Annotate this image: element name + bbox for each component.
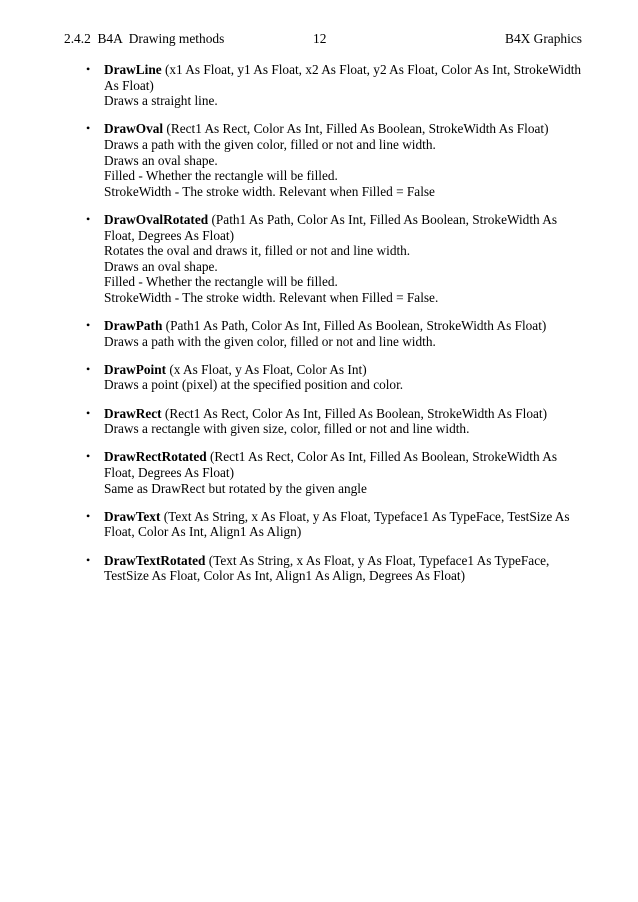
bullet-icon: • [86, 62, 91, 76]
method-description: Draws an oval shape. [104, 258, 218, 274]
method-name: DrawRectRotated [104, 449, 207, 465]
method-parameters: (Path1 As Path, Color As Int, Filled As Boolean, StrokeWidth As Float) [162, 318, 547, 334]
method-description: Draws a path with the given color, filled or not and line width. [104, 136, 436, 152]
bullet-icon: • [86, 361, 91, 376]
method-signature [104, 509, 584, 540]
method-signature [104, 553, 584, 584]
bullet-icon: • [86, 211, 91, 226]
method-description: Draws a point (pixel) at the specified position and color. [104, 377, 404, 393]
bullet-icon: • [86, 405, 91, 420]
method-parameters: (x As Float, y As Float, Color As Int) [166, 361, 367, 377]
list-item [64, 318, 584, 349]
method-name: DrawText [104, 508, 161, 524]
bullet-icon: • [86, 318, 91, 333]
list-item [64, 212, 584, 306]
document-title: B4X Graphics [505, 31, 582, 46]
method-name: DrawRect [104, 405, 162, 421]
list-item [64, 553, 584, 584]
method-parameters: (Path1 As Path, Color As Int, Filled As Boolean, StrokeWidth As Float, Degrees As Float) [104, 211, 558, 243]
method-name: DrawOval [104, 121, 164, 137]
method-name: DrawOvalRotated [104, 211, 209, 227]
method-description: StrokeWidth - The stroke width. Relevant when Filled = False. [104, 289, 439, 305]
list-item [64, 406, 584, 437]
list-item [64, 121, 584, 199]
method-description: Draws a rectangle with given size, color, filled or not and line width. [104, 421, 470, 437]
method-description: Draws a straight line. [104, 93, 218, 109]
page-header [64, 30, 582, 48]
method-description: Filled - Whether the rectangle will be filled. [104, 274, 338, 290]
method-description: StrokeWidth - The stroke width. Relevant when Filled = False [104, 183, 435, 199]
method-parameters: (Text As String, x As Float, y As Float, Typeface1 As TypeFace, TestSize As Float, Color As Int, Align1 As Align, Degrees As Float) [104, 552, 550, 584]
method-parameters: (Text As String, x As Float, y As Float, Typeface1 As TypeFace, TestSize As Float, Color As Int, Align1 As Align) [104, 508, 570, 540]
method-signature [104, 62, 584, 93]
method-name: DrawLine [104, 62, 162, 77]
method-signature [104, 212, 584, 243]
method-name: DrawTextRotated [104, 552, 206, 568]
bullet-icon: • [86, 121, 91, 136]
method-parameters: (Rect1 As Rect, Color As Int, Filled As Boolean, StrokeWidth As Float) [161, 405, 548, 421]
method-name: DrawPoint [104, 361, 167, 377]
method-description: Draws a path with the given color, filled or not and line width. [104, 333, 436, 349]
list-item [64, 509, 584, 540]
bullet-icon: • [86, 508, 91, 523]
section-title: 2.4.2 B4A Drawing methods [64, 31, 225, 46]
bullet-icon: • [86, 449, 91, 464]
method-description: Filled - Whether the rectangle will be filled. [104, 168, 338, 184]
method-parameters: (Rect1 As Rect, Color As Int, Filled As Boolean, StrokeWidth As Float) [163, 121, 549, 137]
bullet-icon: • [86, 552, 91, 567]
method-parameters: (x1 As Float, y1 As Float, x2 As Float, y2 As Float, Color As Int, StrokeWidth As Float) [104, 62, 582, 93]
method-list [64, 62, 584, 596]
method-signature [104, 449, 584, 480]
method-signature [104, 362, 584, 378]
method-description: Rotates the oval and draws it, filled or not and line width. [104, 243, 411, 259]
method-name: DrawPath [104, 318, 163, 334]
page-number: 12 [313, 31, 327, 46]
method-description: Draws an oval shape. [104, 152, 218, 168]
method-signature [104, 318, 584, 334]
method-parameters: (Rect1 As Rect, Color As Int, Filled As Boolean, StrokeWidth As Float, Degrees As Float) [104, 449, 557, 481]
method-signature [104, 406, 584, 422]
list-item [64, 362, 584, 393]
method-description: Same as DrawRect but rotated by the given angle [104, 480, 367, 496]
list-item [64, 62, 584, 109]
method-signature [104, 121, 584, 137]
list-item [64, 449, 584, 496]
